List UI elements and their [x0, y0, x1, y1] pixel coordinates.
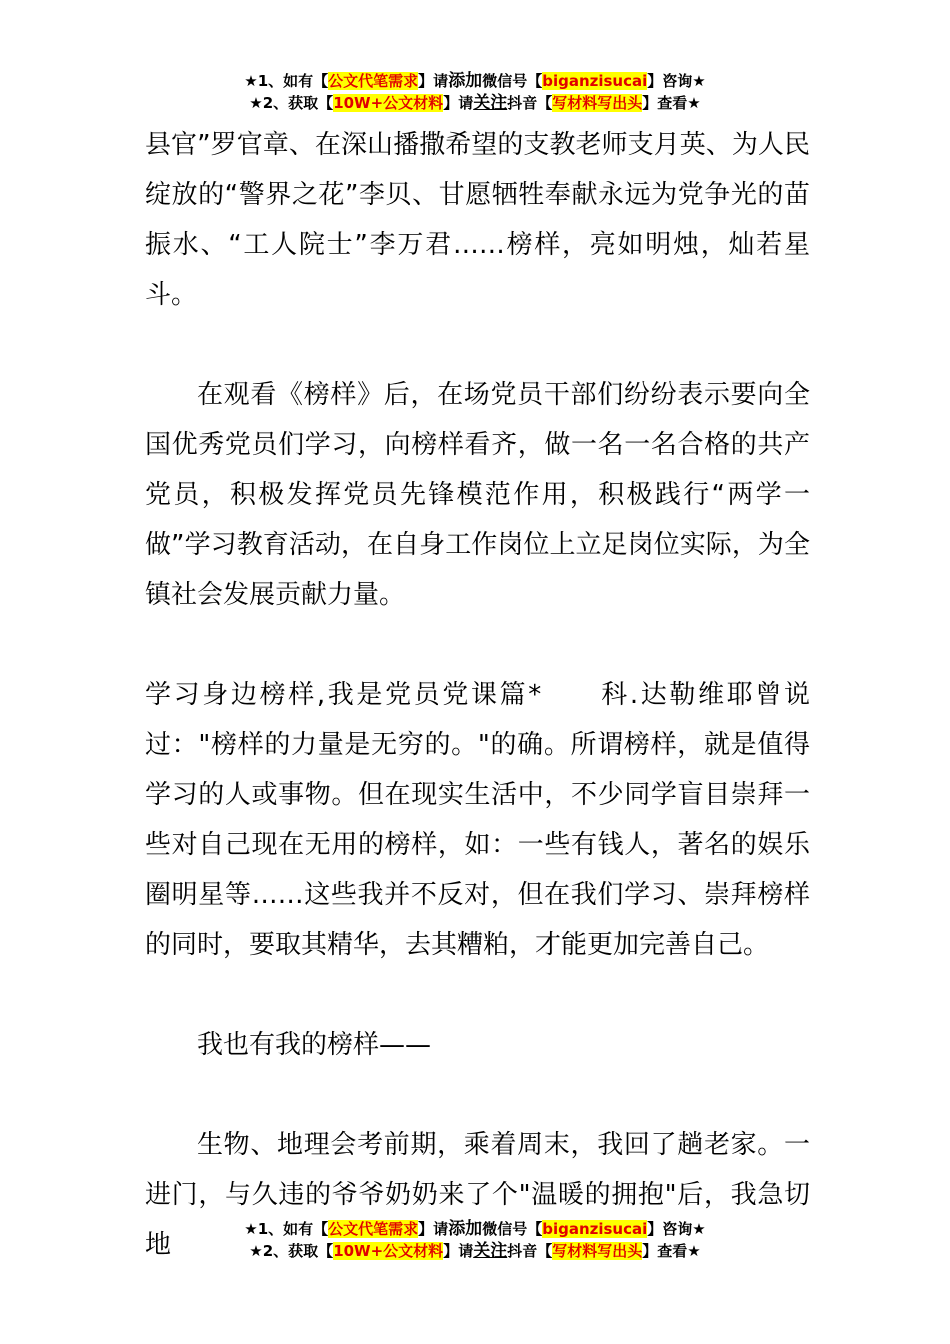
footer-promo-banner: [0, 1218, 950, 1262]
promo-line-2-emphasis: 关注: [473, 93, 508, 113]
paragraph-role-models-list: 县官”罗官章、在深山播撒希望的支教老师支月英、为人民绽放的“警界之花”李贝、甘愿牺牲奉献永远为党争光的苗振水、“工人院士”李万君……榜样，亮如明烛，灿若星斗。: [145, 130, 810, 310]
promo-line-2: [0, 1240, 950, 1262]
document-body: [145, 120, 810, 1270]
promo-line-2: [0, 92, 950, 114]
promo-line-1-mid: 】请: [418, 72, 449, 90]
promo-highlight-wechat-id: biganzisucai: [542, 72, 648, 90]
promo-line-2-mid: 】请: [443, 1242, 474, 1260]
promo-line-1-mid: 】请: [418, 1220, 449, 1238]
promo-line-1-emphasis: 添加: [448, 1219, 483, 1239]
promo-highlight-douyin-account: 写材料写出头: [552, 1242, 643, 1260]
promo-line-1: [0, 70, 950, 92]
promo-line-2-mid2: 抖音【: [507, 94, 553, 112]
promo-highlight-writing-service: 公文代笔需求: [328, 1220, 419, 1238]
promo-line-2-suffix: 】查看★: [642, 1242, 701, 1260]
promo-highlight-materials: 10W+公文材料: [333, 1242, 444, 1260]
promo-line-1-mid2: 微信号【: [482, 72, 543, 90]
promo-highlight-douyin-account: 写材料写出头: [552, 94, 643, 112]
paragraph-my-role-model: 我也有我的榜样——: [197, 1030, 432, 1060]
promo-line-2-emphasis: 关注: [473, 1241, 508, 1261]
promo-line-2-suffix: 】查看★: [642, 94, 701, 112]
paragraph-section-title-and-intro: 学习身边榜样,我是党员党课篇* 科.达勒维耶曾说过："榜样的力量是无穷的。"的确。所谓榜样，就是值得学习的人或事物。但在现实生活中，不少同学盲目崇拜一些对自己现在无用的榜样，如：一些有钱人，著名的娱乐圈明星等……这些我并不反对，但在我们学习、崇拜榜样的同时，要取其精华，去其糟粕，才能更加完善自己。: [145, 680, 810, 960]
paragraph-spacer: [145, 970, 810, 1020]
paragraph-going-home: 生物、地理会考前期，乘着周末，我回了趟老家。一进门，与久违的爷爷奶奶来了个"温暖的拥抱"后，我急切地: [145, 1130, 810, 1260]
promo-line-1-suffix: 】咨询★: [647, 1220, 706, 1238]
promo-highlight-materials: 10W+公文材料: [333, 94, 444, 112]
promo-line-1-prefix: ★1、如有【: [244, 72, 329, 90]
promo-line-2-mid2: 抖音【: [507, 1242, 553, 1260]
promo-line-1-emphasis: 添加: [448, 71, 483, 91]
promo-line-1-prefix: ★1、如有【: [244, 1220, 329, 1238]
header-promo-banner: [0, 70, 950, 114]
promo-line-1-mid2: 微信号【: [482, 1220, 543, 1238]
promo-line-2-prefix: ★2、获取【: [249, 1242, 334, 1260]
paragraph-spacer: [145, 620, 810, 670]
promo-line-2-prefix: ★2、获取【: [249, 94, 334, 112]
promo-highlight-writing-service: 公文代笔需求: [328, 72, 419, 90]
promo-highlight-wechat-id: biganzisucai: [542, 1220, 648, 1238]
promo-line-1-suffix: 】咨询★: [647, 72, 706, 90]
paragraph-spacer: [145, 320, 810, 370]
paragraph-spacer: [145, 1070, 810, 1120]
promo-line-2-mid: 】请: [443, 94, 474, 112]
paragraph-after-watching: 在观看《榜样》后，在场党员干部们纷纷表示要向全国优秀党员们学习，向榜样看齐，做一名一名合格的共产党员，积极发挥党员先锋模范作用，积极践行“两学一做”学习教育活动，在自身工作岗位上立足岗位实际，为全镇社会发展贡献力量。: [145, 380, 810, 610]
promo-line-1: [0, 1218, 950, 1240]
